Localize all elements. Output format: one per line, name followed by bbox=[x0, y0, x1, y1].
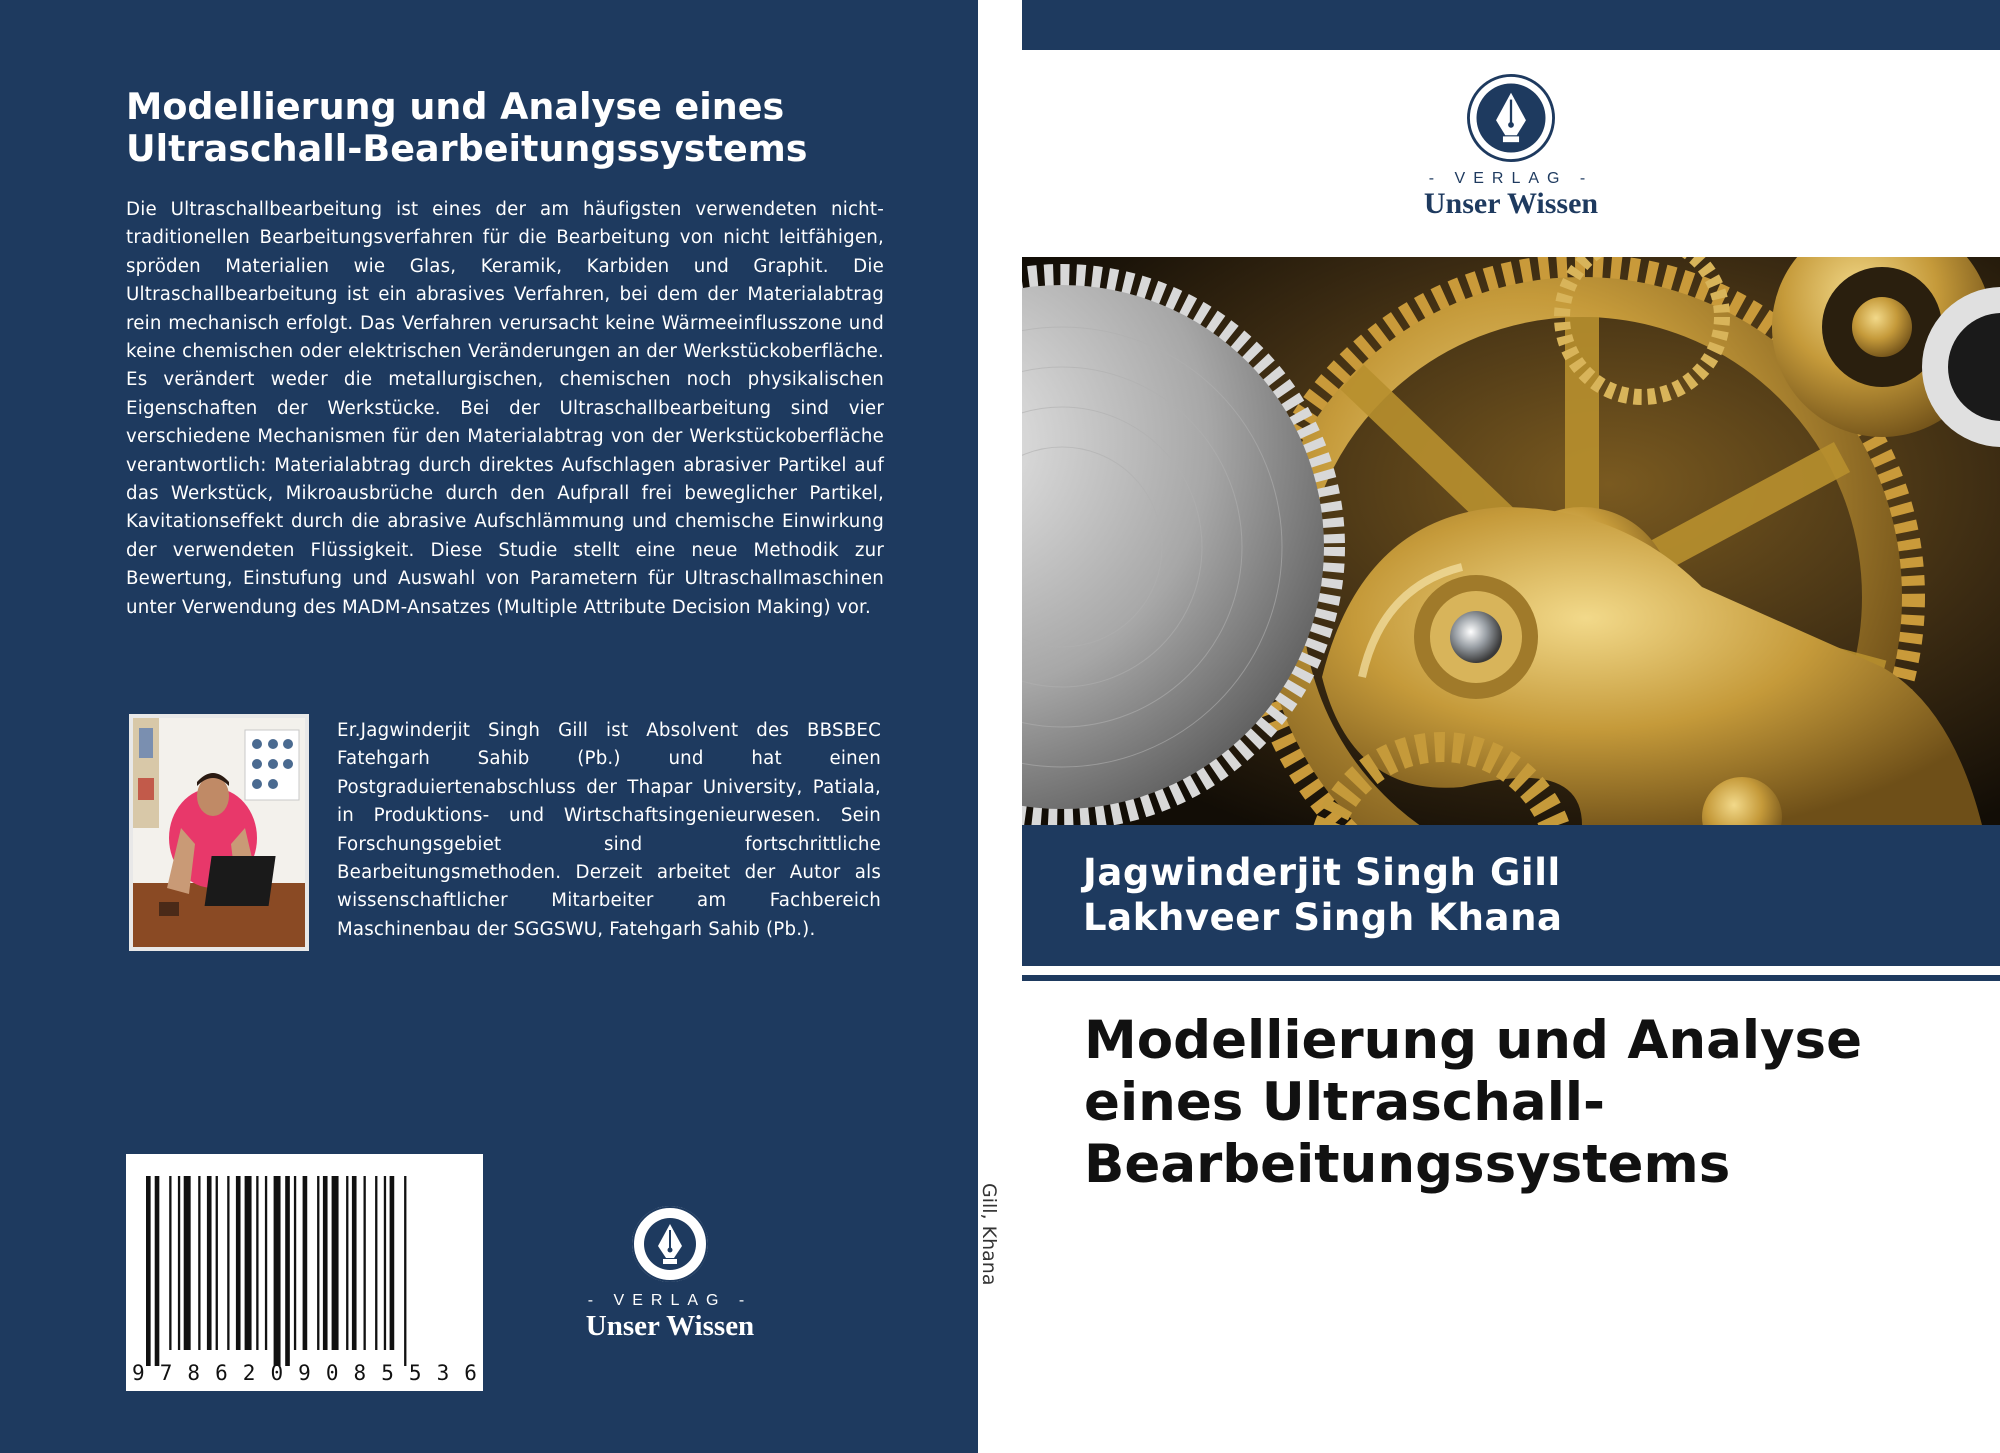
back-publisher-logo bbox=[570, 1204, 770, 1342]
back-cover-title: Modellierung und Analyse eines Ultraschall-Bearbeitungssystems bbox=[126, 85, 808, 170]
isbn-digit: 0 bbox=[325, 1361, 339, 1385]
front-cover bbox=[1022, 0, 2000, 1453]
isbn-digit: 6 bbox=[215, 1361, 228, 1385]
back-cover-blurb: Die Ultraschallbearbeitung ist eines der am häufigsten verwendeten nicht-traditionellen Bearbeitungsverfahren für die Bearbeitung von nicht leitfähigen, spröden Materialien wie Glas, Keramik, Karbiden und Graphit. Die Ultraschallbearbeitung ist ein abrasives Verfahren, bei dem der Materialabtrag rein mechanisch erfolgt. Das Verfahren verursacht keine Wärmeeinflusszone und keine chemischen oder elektrischen Veränderungen an der Werkstückoberfläche. Es verändert weder die metallurgischen, chemischen noch physikalischen Eigenschaften der Werkstücke. Bei der Ultraschallbearbeitung sind vier verschiedene Mechanismen für den Materialabtrag von der Werkstückoberfläche verantwortlich: Materialabtrag durch direktes Aufschlagen abrasiver Partikel auf das Werkstück, Mikroausbrüche durch den Aufprall frei beweglicher Partikel, Kavitationseffekt durch die abrasive Aufschlämmung und chemische Einwirkung der verwendeten Flüssigkeit. Diese Studie stellt eine neue Methodik zur Bewertung, Einstufung und Auswahl von Parametern für Ultraschallmaschinen unter Verwendung des MADM-Ansatzes (Multiple Attribute Decision Making) vor. bbox=[126, 199, 884, 618]
barcode-bar bbox=[346, 1176, 348, 1350]
isbn-digit: 3 bbox=[436, 1361, 450, 1385]
barcode-bar bbox=[207, 1176, 212, 1350]
author-bio: Er.Jagwinderjit Singh Gill ist Absolvent des BBSBEC Fatehgarh Sahib (Pb.) und hat einen Postgraduiertenabschluss der Thapar University, Patiala, in Produktions- und Wirtschaftsingenieurwesen. Sein Forschungsgebiet sind fortschrittliche Bearbeitungsmethoden. Derzeit arbeitet der Autor als wissenschaftlicher Mitarbeiter am Fachbereich Maschinenbau der SGGSWU, Fatehgarh Sahib (Pb.). bbox=[337, 720, 881, 940]
barcode-bar bbox=[364, 1176, 366, 1350]
barcode-bar bbox=[178, 1176, 180, 1350]
isbn-digit: 8 bbox=[353, 1361, 367, 1385]
back-logo-verlag: - VERLAG - bbox=[587, 1292, 753, 1309]
front-cover-title: Modellierung und Analyse eines Ultraschall-Bearbeitungssystems bbox=[1084, 1010, 1863, 1195]
barcode-bar bbox=[227, 1176, 229, 1350]
barcode-bar bbox=[169, 1176, 171, 1350]
barcode-bar bbox=[352, 1176, 357, 1350]
author-photo bbox=[129, 714, 309, 951]
barcode-bar bbox=[274, 1176, 281, 1366]
isbn-number bbox=[132, 1361, 477, 1385]
isbn-digit: 7 bbox=[159, 1361, 173, 1385]
barcode-bar bbox=[303, 1176, 308, 1350]
isbn-barcode bbox=[126, 1154, 483, 1391]
barcode-bar bbox=[155, 1176, 160, 1366]
isbn-digit: 2 bbox=[242, 1361, 256, 1385]
front-logo-name: Unser Wissen bbox=[1423, 187, 1599, 220]
barcode-bar bbox=[236, 1176, 241, 1350]
barcode-bar bbox=[384, 1176, 386, 1350]
pen-nib-icon bbox=[1465, 72, 1557, 164]
isbn-digit: 8 bbox=[187, 1361, 201, 1385]
isbn-digit: 6 bbox=[464, 1361, 477, 1385]
barcode-bar bbox=[404, 1176, 406, 1366]
front-logo-verlag: - VERLAG - bbox=[1428, 170, 1594, 187]
barcode-bar bbox=[146, 1176, 151, 1366]
author-photo-image bbox=[133, 718, 305, 947]
barcode-bar bbox=[390, 1176, 395, 1350]
barcode-bar bbox=[198, 1176, 200, 1350]
barcode-bar bbox=[317, 1176, 319, 1350]
front-author-1: Jagwinderjit Singh Gill bbox=[1083, 851, 1561, 894]
author-band bbox=[1022, 825, 2000, 966]
isbn-digit: 5 bbox=[381, 1361, 394, 1385]
front-publisher-logo bbox=[1411, 72, 1611, 220]
barcode-bar bbox=[332, 1176, 339, 1350]
front-author-2: Lakhveer Singh Khana bbox=[1083, 896, 1563, 939]
isbn-digit: 0 bbox=[270, 1361, 284, 1385]
barcode-bar bbox=[245, 1176, 252, 1350]
barcode-bar bbox=[323, 1176, 328, 1350]
barcode-bar bbox=[285, 1176, 290, 1366]
barcode-bar bbox=[256, 1176, 258, 1350]
barcode-bar bbox=[216, 1176, 218, 1350]
back-cover bbox=[0, 0, 978, 1453]
isbn-digit: 5 bbox=[408, 1361, 422, 1385]
barcode-bar bbox=[265, 1176, 267, 1350]
barcode-bar bbox=[184, 1176, 191, 1350]
cover-gears-image bbox=[1022, 257, 2000, 825]
gears-illustration bbox=[1022, 257, 2000, 825]
front-top-bar bbox=[1022, 0, 2000, 50]
isbn-digit: 9 bbox=[132, 1361, 145, 1385]
barcode-bar bbox=[375, 1176, 377, 1350]
back-logo-name: Unser Wissen bbox=[585, 1310, 755, 1342]
barcode-bars bbox=[126, 1154, 483, 1391]
pen-nib-icon bbox=[630, 1204, 710, 1284]
spine-author-text: Gill, Khana bbox=[978, 1183, 1000, 1286]
isbn-digit: 9 bbox=[298, 1361, 311, 1385]
barcode-bar bbox=[294, 1176, 296, 1350]
front-divider bbox=[1022, 975, 2000, 981]
